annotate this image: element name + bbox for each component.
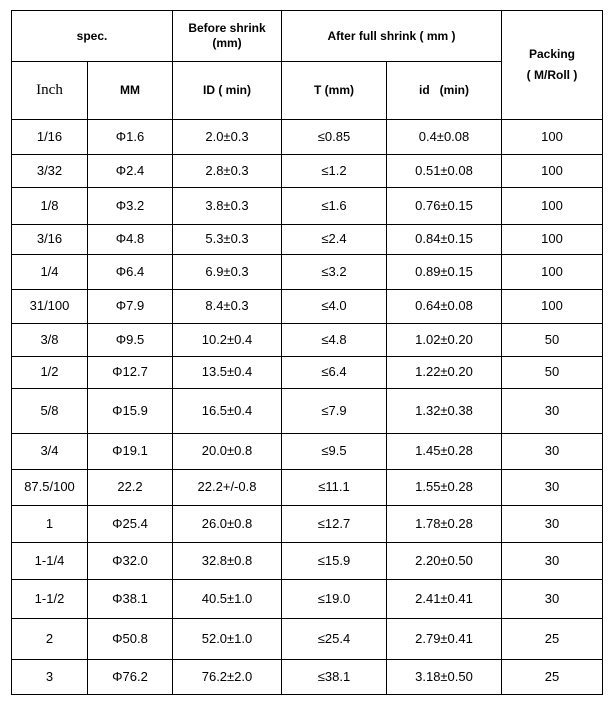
id-before-cell: 13.5±0.4 <box>173 357 282 389</box>
table-row <box>12 470 603 506</box>
thickness-cell: ≤12.7 <box>282 506 387 543</box>
id-after-cell: 0.4±0.08 <box>387 120 502 155</box>
packing-cell: 100 <box>502 225 603 255</box>
id-before-cell: 8.4±0.3 <box>173 290 282 324</box>
packing-cell: 30 <box>502 506 603 543</box>
thickness-cell: ≤11.1 <box>282 470 387 506</box>
inch-cell: 1/8 <box>12 188 88 225</box>
inch-cell: 1/16 <box>12 120 88 155</box>
packing-cell: 100 <box>502 290 603 324</box>
mm-cell: Φ6.4 <box>88 255 173 290</box>
mm-cell: Φ9.5 <box>88 324 173 357</box>
id-after-cell: 0.76±0.15 <box>387 188 502 225</box>
id-before-cell: 2.0±0.3 <box>173 120 282 155</box>
thickness-cell: ≤38.1 <box>282 660 387 695</box>
id-after-cell: 1.55±0.28 <box>387 470 502 506</box>
inch-cell: 2 <box>12 619 88 660</box>
id-after-cell: 1.32±0.38 <box>387 389 502 434</box>
mm-header: MM <box>88 62 173 120</box>
inch-cell: 3/8 <box>12 324 88 357</box>
inch-cell: 1-1/2 <box>12 580 88 619</box>
before-shrink-title: Before shrink <box>188 21 266 35</box>
inch-header: Inch <box>12 62 88 120</box>
mm-cell: Φ12.7 <box>88 357 173 389</box>
packing-cell: 30 <box>502 543 603 580</box>
id-after-header: id (min) <box>387 62 502 120</box>
mm-cell: Φ1.6 <box>88 120 173 155</box>
packing-cell: 100 <box>502 155 603 188</box>
packing-cell: 30 <box>502 434 603 470</box>
id-before-cell: 16.5±0.4 <box>173 389 282 434</box>
packing-unit: ( M/Roll ) <box>526 68 578 82</box>
spec-header: spec. <box>12 11 173 62</box>
table-row <box>12 619 603 660</box>
packing-cell: 50 <box>502 357 603 389</box>
packing-cell: 100 <box>502 255 603 290</box>
thickness-cell: ≤25.4 <box>282 619 387 660</box>
id-after-cell: 0.84±0.15 <box>387 225 502 255</box>
id-before-cell: 26.0±0.8 <box>173 506 282 543</box>
table-row <box>12 506 603 543</box>
id-after-cell: 1.02±0.20 <box>387 324 502 357</box>
table-row <box>12 580 603 619</box>
inch-cell: 31/100 <box>12 290 88 324</box>
id-before-cell: 6.9±0.3 <box>173 255 282 290</box>
mm-cell: Φ15.9 <box>88 389 173 434</box>
id-before-cell: 52.0±1.0 <box>173 619 282 660</box>
thickness-cell: ≤9.5 <box>282 434 387 470</box>
inch-cell: 3/16 <box>12 225 88 255</box>
mm-cell: Φ2.4 <box>88 155 173 188</box>
mm-cell: Φ38.1 <box>88 580 173 619</box>
table-row <box>12 290 603 324</box>
id-before-cell: 20.0±0.8 <box>173 434 282 470</box>
mm-cell: 22.2 <box>88 470 173 506</box>
thickness-cell: ≤1.6 <box>282 188 387 225</box>
table-row <box>12 324 603 357</box>
packing-cell: 25 <box>502 660 603 695</box>
id-before-cell: 22.2+/-0.8 <box>173 470 282 506</box>
id-after-cell: 0.89±0.15 <box>387 255 502 290</box>
packing-header <box>502 11 603 120</box>
before-shrink-unit: (mm) <box>212 36 242 50</box>
thickness-cell: ≤1.2 <box>282 155 387 188</box>
table-row <box>12 155 603 188</box>
packing-cell: 30 <box>502 389 603 434</box>
thickness-cell: ≤4.8 <box>282 324 387 357</box>
thickness-cell: ≤3.2 <box>282 255 387 290</box>
inch-cell: 3 <box>12 660 88 695</box>
packing-cell: 30 <box>502 580 603 619</box>
thickness-cell: ≤4.0 <box>282 290 387 324</box>
id-before-cell: 2.8±0.3 <box>173 155 282 188</box>
id-after-cell: 2.79±0.41 <box>387 619 502 660</box>
packing-cell: 25 <box>502 619 603 660</box>
id-before-cell: 40.5±1.0 <box>173 580 282 619</box>
thickness-cell: ≤2.4 <box>282 225 387 255</box>
table-row <box>12 188 603 225</box>
id-after-cell: 1.22±0.20 <box>387 357 502 389</box>
table-row <box>12 660 603 695</box>
spec-table <box>11 10 603 695</box>
packing-cell: 30 <box>502 470 603 506</box>
mm-cell: Φ25.4 <box>88 506 173 543</box>
inch-cell: 5/8 <box>12 389 88 434</box>
table-row <box>12 543 603 580</box>
thickness-cell: ≤19.0 <box>282 580 387 619</box>
table-row <box>12 255 603 290</box>
inch-cell: 1 <box>12 506 88 543</box>
id-after-cell: 2.41±0.41 <box>387 580 502 619</box>
id-min-header: ID ( min) <box>173 62 282 120</box>
inch-cell: 3/4 <box>12 434 88 470</box>
inch-cell: 1/4 <box>12 255 88 290</box>
id-after-cell: 0.51±0.08 <box>387 155 502 188</box>
packing-cell: 100 <box>502 188 603 225</box>
thickness-cell: ≤0.85 <box>282 120 387 155</box>
id-after-cell: 2.20±0.50 <box>387 543 502 580</box>
table-row <box>12 357 603 389</box>
inch-cell: 3/32 <box>12 155 88 188</box>
mm-cell: Φ76.2 <box>88 660 173 695</box>
table-row <box>12 225 603 255</box>
id-before-cell: 76.2±2.0 <box>173 660 282 695</box>
packing-cell: 100 <box>502 120 603 155</box>
thickness-header: T (mm) <box>282 62 387 120</box>
inch-cell: 87.5/100 <box>12 470 88 506</box>
table-row <box>12 389 603 434</box>
before-shrink-header <box>173 11 282 62</box>
packing-title: Packing <box>528 47 576 61</box>
id-after-cell: 1.45±0.28 <box>387 434 502 470</box>
id-before-cell: 10.2±0.4 <box>173 324 282 357</box>
id-after-cell: 0.64±0.08 <box>387 290 502 324</box>
after-full-shrink-header: After full shrink ( mm ) <box>282 11 502 62</box>
inch-cell: 1/2 <box>12 357 88 389</box>
mm-cell: Φ32.0 <box>88 543 173 580</box>
mm-cell: Φ4.8 <box>88 225 173 255</box>
thickness-cell: ≤7.9 <box>282 389 387 434</box>
mm-cell: Φ7.9 <box>88 290 173 324</box>
id-before-cell: 32.8±0.8 <box>173 543 282 580</box>
packing-cell: 50 <box>502 324 603 357</box>
table-row <box>12 434 603 470</box>
id-before-cell: 3.8±0.3 <box>173 188 282 225</box>
table-row <box>12 120 603 155</box>
inch-cell: 1-1/4 <box>12 543 88 580</box>
mm-cell: Φ3.2 <box>88 188 173 225</box>
thickness-cell: ≤15.9 <box>282 543 387 580</box>
id-after-cell: 1.78±0.28 <box>387 506 502 543</box>
thickness-cell: ≤6.4 <box>282 357 387 389</box>
mm-cell: Φ50.8 <box>88 619 173 660</box>
mm-cell: Φ19.1 <box>88 434 173 470</box>
id-before-cell: 5.3±0.3 <box>173 225 282 255</box>
id-after-cell: 3.18±0.50 <box>387 660 502 695</box>
